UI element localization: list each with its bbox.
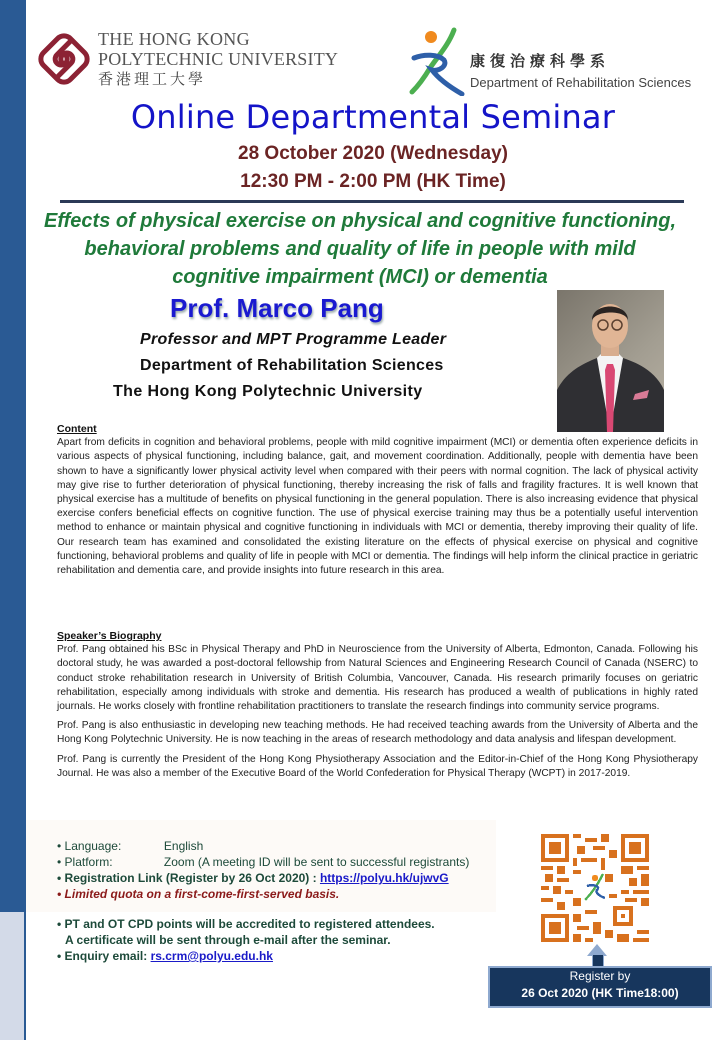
rehab-runner-icon: [408, 26, 468, 96]
left-decorative-strip: [0, 0, 26, 1040]
platform-row: [57, 854, 469, 870]
biography-paragraph: Prof. Pang is currently the President of the Hong Kong Physiotherapy Association and the Editor-in-Chief of the Hong Kong Physiotherapy Journal. He was also a member of the Executive Board of the World Confederation for Physical Therapy (WCPT) in 2017-2019.: [57, 753, 698, 779]
language-row: [57, 838, 469, 854]
registration-link[interactable]: https://polyu.hk/ujwvG: [319, 871, 449, 885]
platform-value: Zoom (A meeting ID will be sent to successful registrants): [163, 855, 470, 869]
bullet: •: [57, 887, 62, 901]
speaker-name: Prof. Marco Pang: [170, 293, 384, 323]
polyu-name-chinese: 香港理工大學: [98, 70, 207, 88]
enquiry-row: [57, 948, 469, 964]
department-logo: [408, 26, 691, 96]
qr-code-icon: [541, 834, 649, 942]
event-details: [57, 838, 469, 964]
department-name-english: Department of Rehabilitation Sciences: [470, 75, 692, 90]
content-section: [57, 422, 698, 583]
register-deadline-box: [488, 966, 712, 1008]
speaker-photo: [557, 290, 664, 432]
speaker-university: The Hong Kong Polytechnic University: [113, 383, 423, 400]
enquiry-label: Enquiry email:: [64, 949, 151, 963]
certificate-row: [57, 932, 469, 948]
polyu-name-line1: THE HONG KONG: [98, 29, 250, 49]
spacer: [57, 902, 469, 916]
content-body: Apart from deficits in cognition and behavioral problems, people with mild cognitive impairment (MCI) or dementia often experience deficits in various aspects of physical functioning, including balance, gait, and movement coordination. Additionally, people with dementia have been shown to have a significantly lower physical activity level when compared with their peers with normal cognition. The lack of physical activity may give rise to further deterioration of physical functioning, thereby increasing the risk of falls and fragility fractures. It is well known that physical exercise has a multitude of benefits on physical functioning in the general population. There is also increasing evidence that physical exercise confers beneficial effects on cognitive function. The use of physical exercise training may thus be a potentially useful intervention method to enhance or maintain physical and cognitive functioning in individuals with MCI or dementia, thereby improving their quality of life. Our research team has examined and consolidated the existing literature on the effects of physical exercise on physical and cognitive functioning, behavioral problems and quality of life in people with MCI or dementia. The findings will help inform the clinical practice in geriatric rehabilitation and dementia care, and provide insights into future research in this area.: [57, 437, 698, 577]
register-line2: 26 Oct 2020 (HK Time18:00): [521, 986, 679, 1000]
bullet: •: [57, 949, 62, 963]
seminar-time: 12:30 PM - 2:00 PM (HK Time): [240, 171, 506, 192]
language-label: Language:: [64, 839, 122, 853]
biography-paragraph: Prof. Pang obtained his BSc in Physical Therapy and PhD in Neuroscience from the University of Alberta, Edmonton, Canada. Following his doctoral study, he was awarded a post-doctoral fellowship from Natural Sciences and Engineering Research Council of Canada (NSERC) to conduct stroke rehabilitation research in University of British Columbia, Vancouver, Canada. His research primarily focuses on geriatric rehabilitation, especially among individuals with stroke and dementia. His research has produced a wealth of publications in highly rated journals. He works closely with frontline rehabilitation practitioners to translate the research findings into community service programs.: [57, 644, 698, 713]
register-line1: Register by: [569, 969, 631, 983]
content-heading: Content: [57, 423, 97, 435]
department-name-chinese: 康復治療科學系: [470, 52, 611, 70]
speaker-department: Department of Rehabilitation Sciences: [140, 357, 444, 374]
polyu-logo: [36, 30, 338, 87]
registration-qr-code[interactable]: [541, 834, 649, 942]
biography-heading: Speaker’s Biography: [57, 630, 162, 642]
seminar-title: Online Departmental Seminar: [130, 98, 616, 136]
enquiry-email-link[interactable]: rs.crm@polyu.edu.hk: [150, 949, 273, 963]
language-value: English: [163, 839, 204, 853]
cpd-row: [57, 916, 469, 932]
quota-note: Limited quota on a first-come-first-served basis.: [64, 887, 340, 901]
registration-row: [57, 870, 469, 886]
polyu-name-line2: POLYTECHNIC UNIVERSITY: [98, 49, 339, 69]
bullet: •: [57, 839, 62, 853]
bullet: •: [57, 917, 62, 931]
speaker-role: Professor and MPT Programme Leader: [140, 331, 447, 348]
platform-label: Platform:: [64, 855, 113, 869]
cpd-line1: PT and OT CPD points will be accredited to registered attendees.: [64, 917, 435, 931]
cpd-line2: A certificate will be sent through e-mail after the seminar.: [65, 933, 391, 947]
bullet: •: [57, 871, 62, 885]
biography-section: [57, 629, 698, 786]
biography-paragraph: Prof. Pang is also enthusiastic in developing new teaching methods. He had received teaching awards from the University of Alberta and the Hong Kong Polytechnic University. He is now teaching in the areas of research methodology and data analysis and lifespan development.: [57, 720, 698, 746]
registration-label: Registration Link (Register by 26 Oct 2020) :: [64, 871, 320, 885]
quota-row: [57, 886, 469, 902]
header-divider: [60, 200, 684, 203]
left-decorative-strip-light: [0, 912, 24, 1040]
seminar-date: 28 October 2020 (Wednesday): [238, 143, 508, 164]
seminar-topic: Effects of physical exercise on physical and cognitive functioning, behavioral problems and quality of life in people with mild cognitive impairment (MCI) or dementia: [43, 210, 676, 288]
bullet: •: [57, 855, 62, 869]
polyu-emblem-icon: [36, 31, 92, 87]
speaker-portrait-icon: [557, 290, 664, 432]
